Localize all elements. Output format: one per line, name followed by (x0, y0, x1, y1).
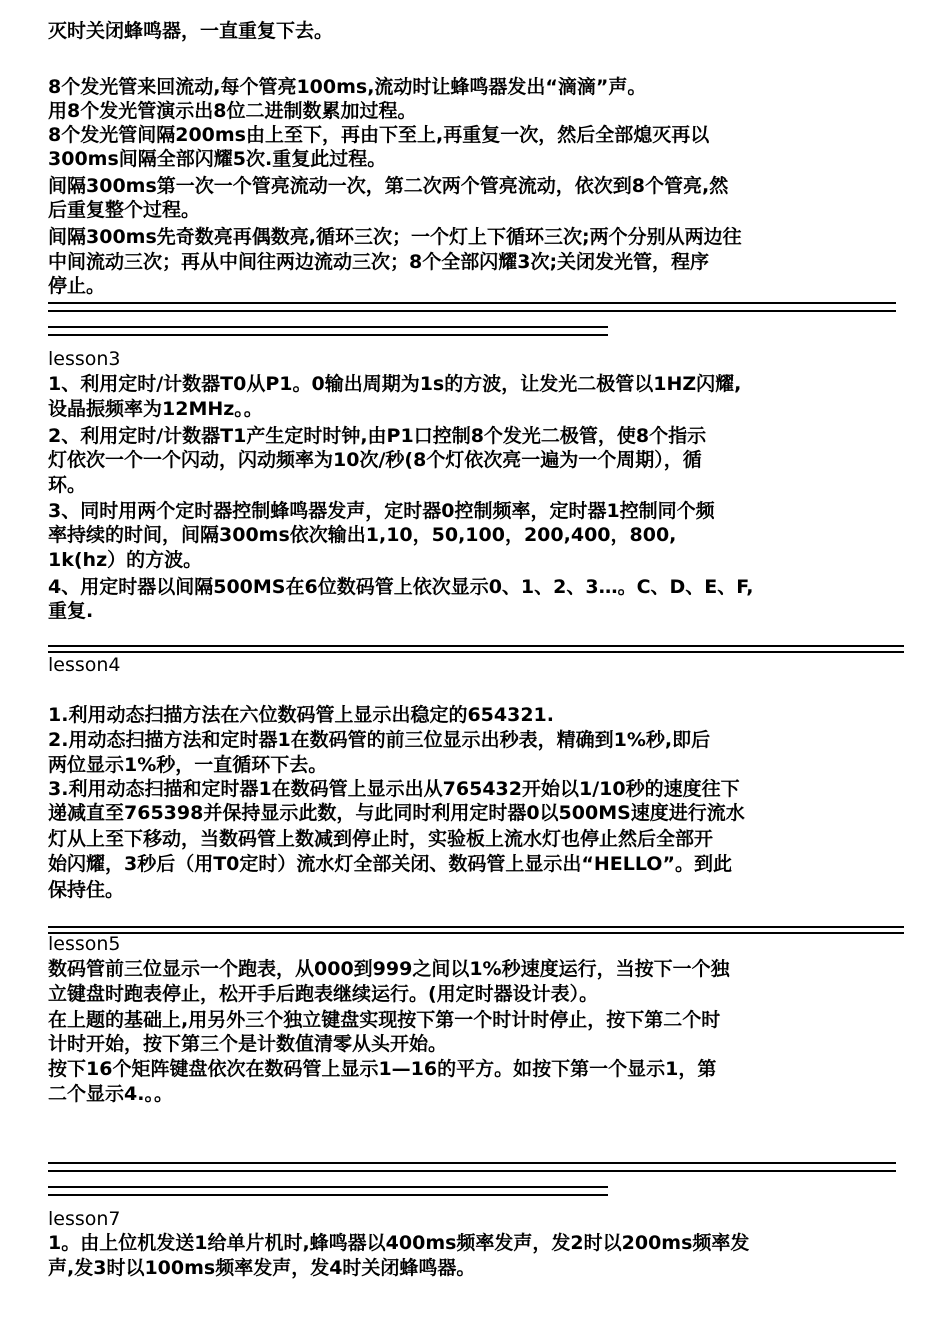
text-line: 计时开始，按下第三个是计数值清零从头开始。 (48, 1033, 448, 1055)
text-line: 8个发光管间隔200ms由上至下，再由下至上,再重复一次，然后全部熄灭再以 (48, 124, 710, 146)
text-line: 率持续的时间，间隔300ms依次输出1,10，50,100，200,400，800, (48, 524, 677, 546)
separator-line (48, 1170, 896, 1172)
separator-line (48, 310, 896, 312)
text-line: 声,发3时以100ms频率发声，发4时关闭蜂鸣器。 (48, 1257, 476, 1279)
text-line: 环。 (48, 474, 87, 496)
text-line: 间隔300ms第一次一个管亮流动一次，第二次两个管亮流动，依次到8个管亮,然 (48, 175, 729, 197)
text-line: 间隔300ms先奇数亮再偶数亮,循环三次；一个灯上下循环三次;两个分别从两边往 (48, 226, 742, 248)
text-line: 中间流动三次；再从中间往两边流动三次；8个全部闪耀3次;关闭发光管，程序 (48, 251, 710, 273)
text-line: 灭时关闭蜂鸣器，一直重复下去。 (48, 20, 334, 42)
separator-line (48, 926, 904, 928)
text-line: 8个发光管来回流动,每个管亮100ms,流动时让蜂鸣器发出“滴滴”声。 (48, 76, 647, 98)
lesson-heading: lesson5 (48, 933, 121, 955)
separator-line (48, 645, 904, 647)
separator-line (48, 932, 904, 934)
separator-line (48, 302, 896, 304)
text-line: 1。由上位机发送1给单片机时,蜂鸣器以400ms频率发声，发2时以200ms频率发 (48, 1232, 750, 1254)
separator-line (48, 326, 608, 328)
text-line: 停止。 (48, 275, 106, 297)
text-line: 3、同时用两个定时器控制蜂鸣器发声，定时器0控制频率，定时器1控制同个频 (48, 500, 715, 522)
text-line: 递减直至765398并保持显示此数，与此同时利用定时器0以500MS速度进行流水 (48, 802, 745, 824)
lesson-heading: lesson7 (48, 1208, 121, 1230)
text-line: 在上题的基础上,用另外三个独立键盘实现按下第一个时计时停止，按下第二个时 (48, 1009, 721, 1031)
text-line: 设晶振频率为12MHz。。 (48, 398, 263, 420)
text-line: 始闪耀，3秒后（用T0定时）流水灯全部关闭、数码管上显示出“HELLO”。到此 (48, 853, 732, 875)
text-line: 2.用动态扫描方法和定时器1在数码管的前三位显示出秒表，精确到1%秒,即后 (48, 729, 711, 751)
text-line: 两位显示1%秒，一直循环下去。 (48, 754, 328, 776)
text-line: 后重复整个过程。 (48, 199, 201, 221)
lesson-heading: lesson3 (48, 348, 121, 370)
text-line: 1k(hz）的方波。 (48, 549, 203, 571)
text-line: 数码管前三位显示一个跑表，从000到999之间以1%秒速度运行，当按下一个独 (48, 958, 730, 980)
text-line: 立键盘时跑表停止，松开手后跑表继续运行。(用定时器设计表）。 (48, 983, 599, 1005)
text-line: 灯依次一个一个闪动，闪动频率为10次/秒(8个灯依次亮一遍为一个周期），循 (48, 449, 702, 471)
text-line: 灯从上至下移动，当数码管上数减到停止时，实验板上流水灯也停止然后全部开 (48, 828, 714, 850)
text-line: 1、利用定时/计数器T0从P1。0输出周期为1s的方波，让发光二极管以1HZ闪耀, (48, 373, 742, 395)
separator-line (48, 1162, 896, 1164)
separator-line (48, 651, 904, 653)
text-line: 用8个发光管演示出8位二进制数累加过程。 (48, 100, 417, 122)
text-line: 重复. (48, 600, 94, 622)
separator-line (48, 1186, 608, 1188)
text-line: 2、利用定时/计数器T1产生定时时钟,由P1口控制8个发光二极管，使8个指示 (48, 425, 707, 447)
text-line: 300ms间隔全部闪耀5次.重复此过程。 (48, 148, 387, 170)
separator-line (48, 1194, 608, 1196)
lesson-heading: lesson4 (48, 654, 121, 676)
text-line: 3.利用动态扫描和定时器1在数码管上显示出从765432开始以1/10秒的速度往下 (48, 778, 740, 800)
text-line: 1.利用动态扫描方法在六位数码管上显示出稳定的654321. (48, 704, 554, 726)
text-line: 按下16个矩阵键盘依次在数码管上显示1—16的平方。如按下第一个显示1，第 (48, 1058, 717, 1080)
text-line: 保持住。 (48, 879, 125, 901)
separator-line (48, 334, 608, 336)
text-line: 二个显示4.。。 (48, 1083, 173, 1105)
text-line: 4、用定时器以间隔500MS在6位数码管上依次显示0、1、2、3…。C、D、E、F, (48, 576, 754, 598)
